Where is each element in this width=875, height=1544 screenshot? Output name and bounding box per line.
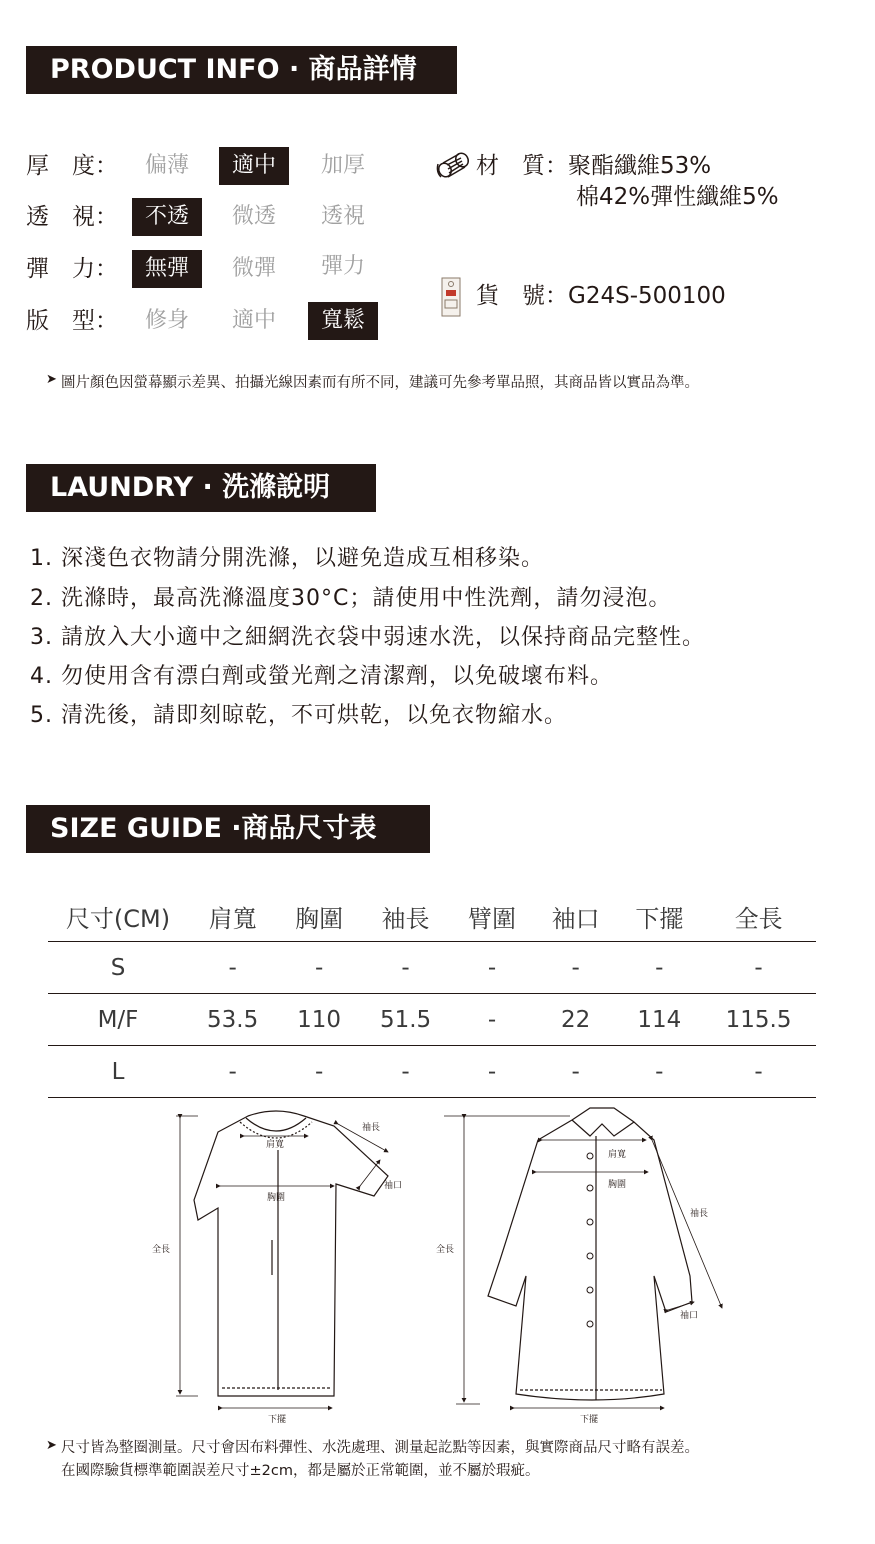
col-header: 袖口 [534, 891, 618, 942]
shirt-buttons [587, 1153, 593, 1327]
shoulder-label: 肩寬 [608, 1150, 627, 1160]
size-cell: - [277, 1046, 361, 1098]
size-note-2: 在國際驗貨標準範圍誤差尺寸±2cm，都是屬於正常範圍，並不屬於瑕疵。 [61, 1463, 540, 1479]
spec-option: 偏薄 [144, 153, 189, 178]
size-cell: - [450, 942, 534, 994]
hem-label: 下擺 [268, 1415, 287, 1425]
spec-option-selected: 不透 [132, 198, 202, 236]
table-row [48, 1046, 816, 1098]
sleeve-length-line [652, 1140, 722, 1308]
cuff-label: 袖口 [680, 1311, 699, 1321]
size-cell: - [534, 1046, 618, 1098]
size-cell: - [188, 942, 277, 994]
cuff-label: 袖口 [384, 1181, 403, 1191]
spec-label: 透 視： [26, 204, 118, 230]
spec-option: 微彈 [231, 256, 276, 281]
laundry-item: 5. 清洗後，請即刻晾乾，不可烘乾，以免衣物縮水。 [30, 703, 567, 728]
chest-label: 胸圍 [608, 1180, 627, 1190]
spec-option: 修身 [144, 308, 189, 333]
tag-icon [438, 276, 464, 320]
col-header: 肩寬 [188, 891, 277, 942]
spec-label: 厚 度： [26, 153, 118, 179]
hem-label: 下擺 [580, 1415, 599, 1425]
size-cell: L [48, 1046, 188, 1098]
table-row [48, 942, 816, 994]
col-header: 袖長 [361, 891, 450, 942]
col-header: 尺寸(CM) [48, 891, 188, 942]
spec-option-selected: 寬鬆 [308, 302, 378, 340]
size-cell: - [701, 1046, 816, 1098]
size-cell: - [277, 942, 361, 994]
cuff-line [360, 1160, 380, 1186]
total-length-label: 全長 [436, 1245, 455, 1255]
col-header: 臂圍 [450, 891, 534, 942]
sleeve-length-label: 袖長 [362, 1123, 381, 1133]
material-line2: 棉42%彈性纖維5% [576, 184, 779, 210]
material-info [476, 151, 711, 182]
sku-info [476, 281, 726, 312]
size-cell: - [450, 994, 534, 1046]
size-table-header [48, 891, 816, 942]
laundry-item: 3. 請放入大小適中之細網洗衣袋中弱速水洗，以保持商品完整性。 [30, 625, 705, 650]
material-label: 材 質： [476, 153, 568, 179]
size-cell: - [188, 1046, 277, 1098]
size-cell: M/F [48, 994, 188, 1046]
shirt-collar [572, 1120, 634, 1136]
col-header: 下擺 [618, 891, 702, 942]
thread-spool-icon [435, 150, 473, 180]
spec-option: 透視 [320, 204, 365, 229]
garment-diagram [0, 1100, 875, 1430]
sku-label: 貨 號： [476, 283, 568, 309]
size-cell: 53.5 [188, 994, 277, 1046]
size-cell: 115.5 [701, 994, 816, 1046]
spec-option: 微透 [231, 204, 276, 229]
spec-option-selected: 適中 [219, 147, 289, 185]
sleeve-length-label: 袖長 [690, 1209, 709, 1219]
sku-value: G24S-500100 [568, 283, 726, 309]
size-note-1: 尺寸皆為整圈測量。尺寸會因布料彈性、水洗處理、測量起訖點等因素，與實際商品尺寸略有誤差。 [61, 1440, 699, 1456]
size-cell: - [361, 942, 450, 994]
size-cell: 110 [277, 994, 361, 1046]
tshirt-collar-stitch [240, 1122, 312, 1138]
spec-label: 版 型： [26, 308, 118, 334]
size-guide-header: SIZE GUIDE ·商品尺寸表 [26, 805, 430, 853]
spec-option: 加厚 [320, 153, 365, 178]
product-info-header: PRODUCT INFO · 商品詳情 [26, 46, 457, 94]
size-cell: - [701, 942, 816, 994]
arrow-icon: ➤ [46, 1438, 57, 1453]
laundry-item: 1. 深淺色衣物請分開洗滌，以避免造成互相移染。 [30, 546, 544, 571]
chest-label: 胸圍 [267, 1193, 286, 1203]
laundry-item: 2. 洗滌時，最高洗滌溫度30°C；請使用中性洗劑，請勿浸泡。 [30, 586, 672, 611]
laundry-item: 4. 勿使用含有漂白劑或螢光劑之清潔劑，以免破壞布料。 [30, 664, 613, 689]
size-cell: - [618, 942, 702, 994]
spec-option: 適中 [231, 308, 276, 333]
size-cell: 51.5 [361, 994, 450, 1046]
spec-option: 彈力 [320, 254, 365, 279]
size-cell: - [361, 1046, 450, 1098]
product-note: 圖片顏色因螢幕顯示差異、拍攝光線因素而有所不同，建議可先參考單品照，其商品皆以實品為準。 [61, 375, 699, 391]
arrow-icon: ➤ [46, 372, 57, 387]
size-cell: - [534, 942, 618, 994]
tshirt-dress-outline [194, 1111, 388, 1396]
size-cell: - [450, 1046, 534, 1098]
col-header: 全長 [701, 891, 816, 942]
total-length-label: 全長 [152, 1245, 171, 1255]
shoulder-label: 肩寬 [266, 1140, 285, 1150]
size-cell: - [618, 1046, 702, 1098]
laundry-header: LAUNDRY · 洗滌說明 [26, 464, 376, 512]
material-line1: 聚酯纖維53% [568, 153, 712, 179]
col-header: 胸圍 [277, 891, 361, 942]
table-row [48, 994, 816, 1046]
size-cell: 22 [534, 994, 618, 1046]
cuff-line [668, 1302, 694, 1310]
size-table [48, 891, 816, 1098]
tshirt-collar [246, 1118, 306, 1131]
spec-option-selected: 無彈 [132, 250, 202, 288]
spec-label: 彈 力： [26, 256, 118, 282]
size-cell: S [48, 942, 188, 994]
size-cell: 114 [618, 994, 702, 1046]
